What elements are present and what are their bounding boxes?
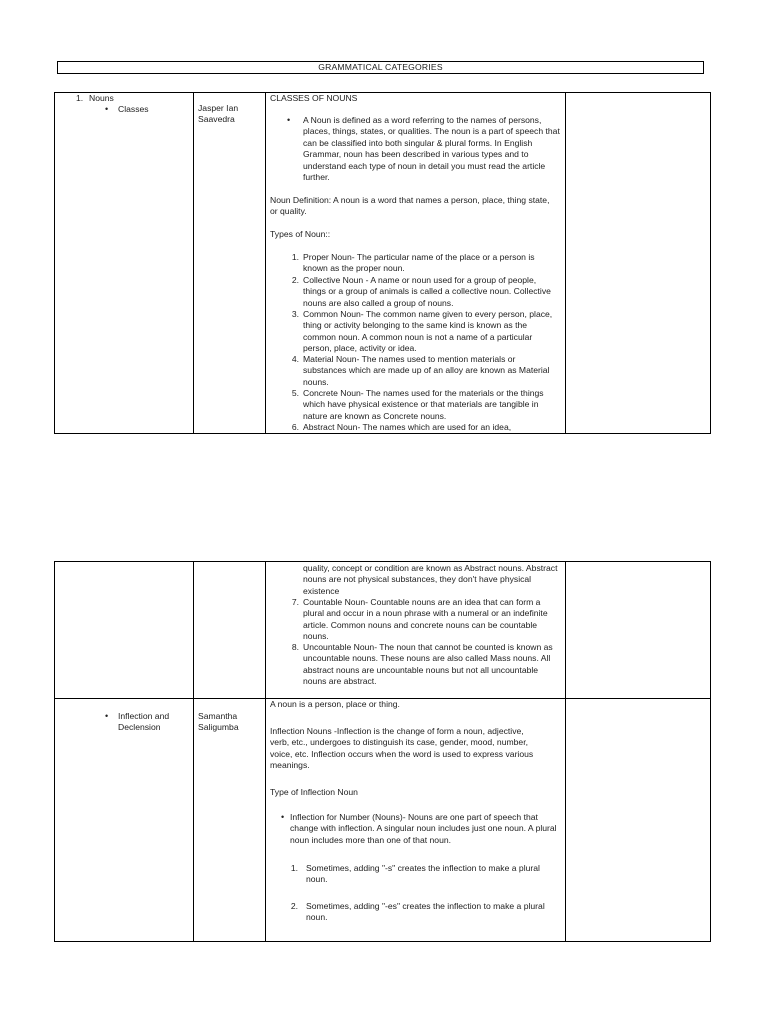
author-name-2: Samantha Saligumba bbox=[198, 711, 239, 733]
list-item: Proper Noun- The particular name of the place or a person is known as the proper noun. bbox=[303, 252, 535, 274]
list-item: Collective Noun - A name or noun used for a group of people, things or a group of animals is called a collective noun. Collective nouns are also called a group of nouns. bbox=[303, 275, 551, 308]
list-number: 7. bbox=[291, 597, 299, 607]
inflection-type-heading: Type of Inflection Noun bbox=[270, 787, 358, 797]
bullet-dot: • bbox=[105, 104, 109, 114]
list-number: 4. bbox=[291, 354, 299, 364]
types-heading: Types of Noun:: bbox=[270, 229, 331, 239]
column-divider bbox=[565, 93, 566, 433]
inflection-definition: Inflection Nouns -Inflection is the change of form a noun, adjective, verb, etc., undergoes to distinguish its case, gender, mood, number, voice, etc. Inflection occurs when the word is used to express various meanings. bbox=[270, 726, 534, 771]
intro-paragraph: A Noun is defined as a word referring to the names of persons, places, things, states, or qualities. The noun is a part of speech that can be classified into both singular & plural forms. In English Grammar, noun has been described in various types and to understand each type of noun in detail you must read the article further. bbox=[303, 115, 560, 183]
topic-nouns: Nouns bbox=[89, 93, 114, 103]
list-item: Common Noun- The common name given to every person, place, thing or activity belonging to the same kind is known as the common noun. A common noun is not a name of a particular person, place, activity or idea. bbox=[303, 309, 553, 354]
bullet-dot: • bbox=[287, 115, 291, 125]
table-2 bbox=[54, 561, 711, 942]
list-item: Sometimes, adding "-s" creates the inflection to make a plural noun. bbox=[306, 863, 540, 885]
column-divider bbox=[193, 93, 194, 433]
column-divider bbox=[193, 562, 194, 941]
content-cell-continued bbox=[270, 562, 562, 697]
content-cell bbox=[270, 93, 562, 433]
section-heading: CLASSES OF NOUNS bbox=[270, 93, 358, 103]
subtopic-inflection: Inflection and Declension bbox=[118, 711, 170, 733]
list-item: Countable Noun- Countable nouns are an idea that can form a plural and occur in a noun phrase with a numeral or an indefinite article. Common nouns and concrete nouns can be countable nouns. bbox=[303, 597, 548, 642]
continued-paragraph: quality, concept or condition are known as Abstract nouns. Abstract nouns are not physical substances, they don't have physical existence bbox=[303, 563, 558, 596]
bullet-dot: • bbox=[281, 812, 285, 822]
list-number: 1. bbox=[291, 252, 299, 262]
author-name: Jasper Ian Saavedra bbox=[198, 103, 239, 125]
list-number: 1. bbox=[290, 863, 298, 873]
noun-line: A noun is a person, place or thing. bbox=[270, 699, 400, 709]
topic-number: 1. bbox=[76, 93, 84, 103]
subtopic-classes: Classes bbox=[118, 104, 149, 114]
inflection-bullet: Inflection for Number (Nouns)- Nouns are one part of speech that change with inflection. A singular noun includes just one noun. A plural noun includes more than one of that noun. bbox=[290, 812, 557, 845]
list-item: Material Noun- The names used to mention materials or substances which are made up of an alloy are known as Material nouns. bbox=[303, 354, 550, 387]
bullet-dot: • bbox=[105, 711, 109, 721]
column-divider bbox=[265, 562, 266, 941]
list-number: 8. bbox=[291, 642, 299, 652]
list-item: Sometimes, adding "-es" creates the inflection to make a plural noun. bbox=[306, 901, 545, 923]
list-number: 6. bbox=[291, 422, 299, 432]
page-title: GRAMMATICAL CATEGORIES bbox=[57, 61, 704, 74]
list-item: Concrete Noun- The names used for the materials or the things which have physical existence or that materials are tangible in nature are known as Concrete nouns. bbox=[303, 388, 544, 421]
list-number: 3. bbox=[291, 309, 299, 319]
list-number: 2. bbox=[290, 901, 298, 911]
table-1 bbox=[54, 92, 711, 434]
column-divider bbox=[265, 93, 266, 433]
list-number: 5. bbox=[291, 388, 299, 398]
column-divider bbox=[565, 562, 566, 941]
list-number: 2. bbox=[291, 275, 299, 285]
definition-paragraph: Noun Definition: A noun is a word that names a person, place, thing state, or quality. bbox=[270, 195, 550, 217]
list-item: Abstract Noun- The names which are used for an idea, bbox=[303, 422, 512, 432]
list-item: Uncountable Noun- The noun that cannot be counted is known as uncountable nouns. These nouns are also called Mass nouns. All abstract nouns are uncountable nouns but not all uncountable nouns are abstract. bbox=[303, 642, 553, 687]
